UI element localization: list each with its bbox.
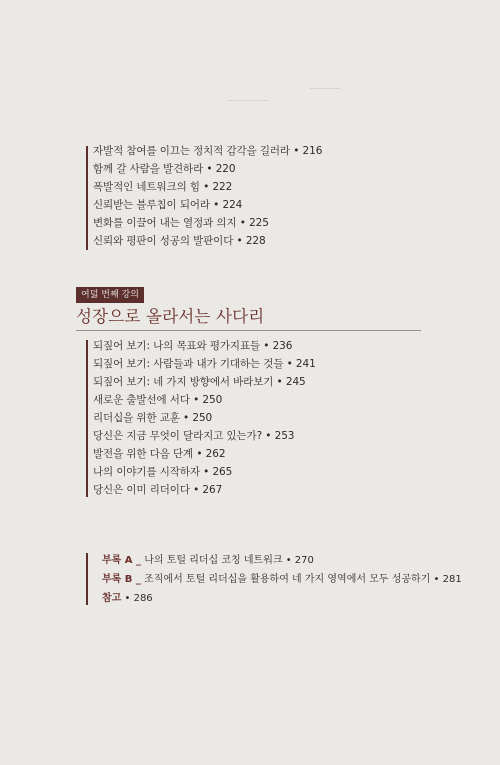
chapter-divider <box>76 330 421 331</box>
toc-entry[interactable]: 신뢰받는 블루칩이 되어라 • 224 <box>93 199 243 211</box>
appendix-a-text: 나의 토털 리더십 코칭 네트워크 • 270 <box>144 555 314 566</box>
appendix-b-entry[interactable] <box>102 573 462 587</box>
toc-entry[interactable]: 당신은 이미 리더이다 • 267 <box>93 484 223 496</box>
show-through-mark <box>228 100 268 101</box>
toc-entry[interactable]: 나의 이야기를 시작하자 • 265 <box>93 466 233 478</box>
appendix-b-text: 조직에서 토털 리더십을 활용하여 네 가지 영역에서 모두 성공하기 • 281 <box>144 574 462 585</box>
appendix-rule <box>86 553 88 605</box>
toc-entry[interactable]: 신뢰와 평판이 성공의 발판이다 • 228 <box>93 235 266 247</box>
toc-entry[interactable]: 리더십을 위한 교훈 • 250 <box>93 412 213 424</box>
toc-entry[interactable]: 함께 갈 사람을 발견하라 • 220 <box>93 163 236 175</box>
section-rule <box>86 340 88 497</box>
toc-entry[interactable]: 자발적 참여를 이끄는 정치적 감각을 길러라 • 216 <box>93 145 323 157</box>
toc-entry[interactable]: 새로운 출발선에 서다 • 250 <box>93 394 223 406</box>
appendix-a-entry[interactable] <box>102 554 314 568</box>
toc-entry[interactable]: 되짚어 보기: 사람들과 내가 기대하는 것들 • 241 <box>93 358 316 370</box>
chapter-title[interactable]: 성장으로 올라서는 사다리 <box>76 307 265 326</box>
show-through-mark <box>310 88 340 89</box>
toc-entry[interactable]: 되짚어 보기: 네 가지 방향에서 바라보기 • 245 <box>93 376 306 388</box>
references-entry[interactable] <box>102 592 153 606</box>
references-page: • 286 <box>121 593 153 604</box>
toc-entry[interactable]: 되짚어 보기: 나의 목표와 평가지표들 • 236 <box>93 340 293 352</box>
section-rule <box>86 146 88 250</box>
toc-entry[interactable]: 당신은 지금 무엇이 달라지고 있는가? • 253 <box>93 430 295 442</box>
toc-entry[interactable]: 변화를 이끌어 내는 열정과 의지 • 225 <box>93 217 269 229</box>
appendix-a-label: 부록 A _ <box>102 555 142 566</box>
toc-entry[interactable]: 폭발적인 네트워크의 힘 • 222 <box>93 181 233 193</box>
references-label: 참고 <box>102 593 122 604</box>
appendix-b-label: 부록 B _ <box>102 574 141 585</box>
toc-entry[interactable]: 발전을 위한 다음 단계 • 262 <box>93 448 226 460</box>
lecture-label-badge: 여덟 번째 강의 <box>76 287 144 303</box>
